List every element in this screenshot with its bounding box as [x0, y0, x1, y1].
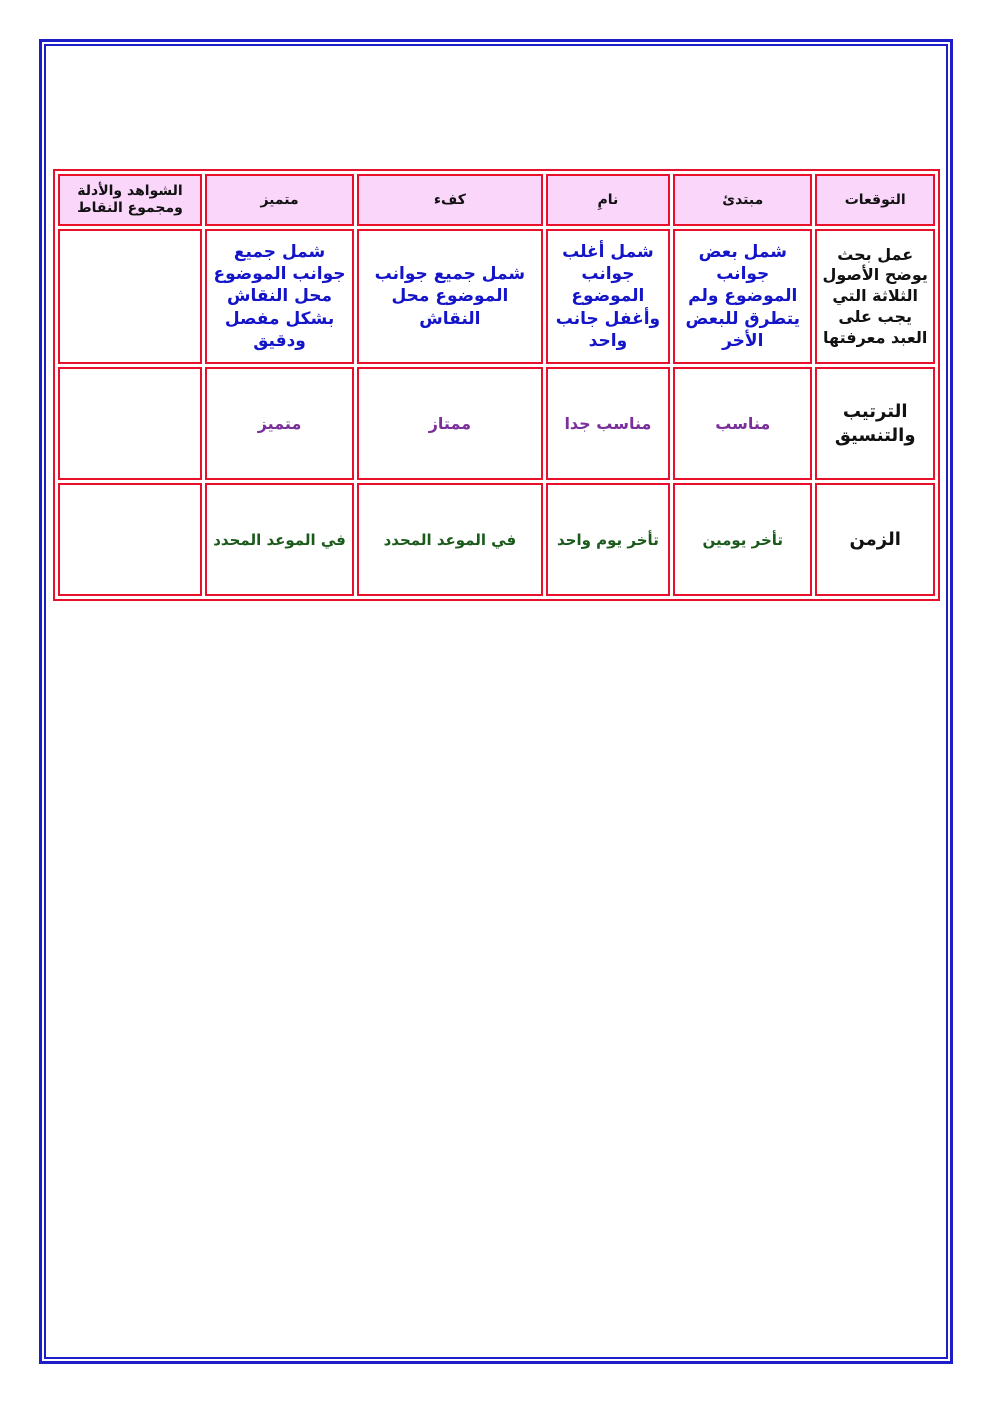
row-label: الزمن [815, 483, 935, 596]
cell-beginner: شمل بعض جوانب الموضوع ولم يتطرق للبعض الأخر [673, 229, 812, 364]
header-row [58, 174, 935, 226]
cell-developing: تأخر يوم واحد [546, 483, 670, 596]
table-row [58, 367, 935, 480]
rubric-table [53, 169, 940, 601]
header-beginner: مبتدئ [673, 174, 812, 226]
cell-evidence [58, 367, 202, 480]
header-expectations: التوقعات [815, 174, 935, 226]
cell-excellent: شمل جميع جوانب الموضوع محل النقاش بشكل مفصل ودقيق [205, 229, 354, 364]
header-excellent: متميز [205, 174, 354, 226]
header-competent: كفء [357, 174, 543, 226]
header-developing: نامِ [546, 174, 670, 226]
header-evidence: الشواهد والأدلة ومجموع النقاط [58, 174, 202, 226]
cell-beginner: مناسب [673, 367, 812, 480]
table-row [58, 483, 935, 596]
cell-evidence [58, 229, 202, 364]
cell-competent: شمل جميع جوانب الموضوع محل النقاش [357, 229, 543, 364]
cell-excellent: متميز [205, 367, 354, 480]
cell-beginner: تأخر يومين [673, 483, 812, 596]
cell-evidence [58, 483, 202, 596]
row-label: الترتيب والتنسيق [815, 367, 935, 480]
cell-competent: ممتاز [357, 367, 543, 480]
cell-developing: شمل أغلب جوانب الموضوع وأغفل جانب واحد [546, 229, 670, 364]
row-label: عمل بحث يوضح الأصول الثلاثة التي يجب على العبد معرفتها [815, 229, 935, 364]
cell-developing: مناسب جدا [546, 367, 670, 480]
cell-excellent: في الموعد المحدد [205, 483, 354, 596]
cell-competent: في الموعد المحدد [357, 483, 543, 596]
table-row [58, 229, 935, 364]
